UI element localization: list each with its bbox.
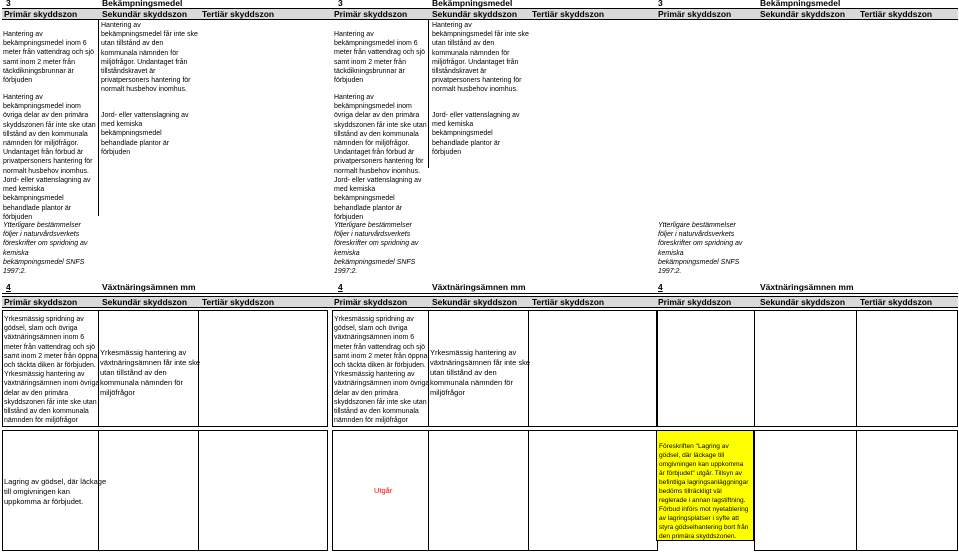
s3-sekundar-text-a: Hantering av bekämpningsmedel får inte ske utan tillstånd av den kommunala nämnden för miljöfrågor. Undantaget från tillståndskravet är privatpersoners hantering för normalt husbehov inomhus. xyxy=(101,22,198,94)
s3-ytterligare-c: Ytterligare bestämmelser följer i naturvårdsverkets föreskrifter om spridning av kemiska bekämpningsmedel SNFS 1997:2. xyxy=(658,222,743,276)
header-sekundar: Sekundär skyddszon xyxy=(432,9,518,19)
s3-primar-text-b3: Jord- eller vattenslagning av med kemiska bekämpningsmedel behandlade plantor är förbjuden xyxy=(334,177,422,221)
s4-primar-text-b: Yrkesmässig spridning av gödsel, slam och övriga växtnäringsämnen inom 6 meter från vattendrag och sjö samt inom 2 meter från öppna och täckta diken är förbjuden. Yrkesmässig hantering av växtnäringsämnen inom övriga delar av den primära skyddszonen får inte ske utan tillstånd av den kommunala nämnden för miljöfrågor xyxy=(334,316,430,425)
s4-sekundar-text-a: Yrkesmässig hantering av växtnäringsämnen får inte ske utan tillstånd av den kommunala nämnden för miljöfrågor xyxy=(100,348,201,397)
header-primar: Primär skyddszon xyxy=(334,9,408,19)
s3-sekundar-text-a2: Jord- eller vattenslagning av med kemiska bekämpningsmedel behandlade plantor är förbjuden xyxy=(101,112,189,156)
s4-yellow-note-text: Föreskriften "Lagring av gödsel, där läckage till omgivningen kan uppkomma är förbjudet" utgår. Tillsyn av befintliga lagringsanläggningar bedöms tillräckligt väl reglerade i annan lagstiftning. Förbud införs mot nyetablering av lagringsplatser i syfte att styra gödselhantering bort från den primära skyddszonen. xyxy=(659,443,749,540)
header-sekundar: Sekundär skyddszon xyxy=(760,9,846,19)
s4-sekundar-text-b: Yrkesmässig hantering av växtnäringsämnen får inte ske utan tillstånd av den kommunala nämnden för miljöfrågor xyxy=(430,348,531,397)
s4-row1-divider-c2 xyxy=(856,310,857,427)
section-3-title-b: Bekämpningsmedel xyxy=(432,0,513,8)
section-3-title-c: Bekämpningsmedel xyxy=(760,0,841,8)
section-4-title-c: Växtnäringsämnen mm xyxy=(760,282,854,292)
header-sekundar: Sekundär skyddszon xyxy=(432,297,518,307)
s3-primar-text-b2: Hantering av bekämpningsmedel inom övriga delar av den primära skyddszonen får inte ske utan tillstånd av den kommunala nämnden för miljöfrågor. Undantaget från förbud är privatpersoners hantering för normalt husbehov inomhus. xyxy=(334,94,427,175)
header-tertiar: Tertiär skyddszon xyxy=(532,9,605,19)
s4-primar-text-a: Yrkesmässig spridning av gödsel, slam och övriga växtnäringsämnen inom 6 meter från vattendrag och sjö samt inom 2 meter från öppna och täckta diken är förbjuden. Yrkesmässig hantering av växtnäringsämnen inom övriga delar av den primära skyddszonen får inte ske utan tillstånd av den kommunala nämnden för miljöfrågor xyxy=(4,316,100,425)
section-4-title-b: Växtnäringsämnen mm xyxy=(432,282,526,292)
section-4-number-c: 4 xyxy=(658,282,663,292)
s3-sekundar-text-b2: Jord- eller vattenslagning av med kemiska bekämpningsmedel behandlade plantor är förbjuden xyxy=(432,112,520,156)
header-tertiar: Tertiär skyddszon xyxy=(202,297,275,307)
header-tertiar: Tertiär skyddszon xyxy=(860,9,933,19)
s4-lagring-text: Lagring av gödsel, där läckage till omgivningen kan uppkomma är förbjudet. xyxy=(4,477,107,506)
section-4-number-b: 4 xyxy=(338,282,343,292)
s4-row1-divider-c xyxy=(754,310,755,427)
s4-row2-divider-b2 xyxy=(528,430,529,551)
section-3-column-divider xyxy=(98,20,99,216)
header-sekundar: Sekundär skyddszon xyxy=(760,297,846,307)
section-3-number-c: 3 xyxy=(658,0,663,8)
header-tertiar: Tertiär skyddszon xyxy=(202,9,275,19)
s4-row2-divider-a2 xyxy=(198,430,199,551)
section-4-number-a: 4 xyxy=(6,282,11,292)
section-3-column-divider xyxy=(428,20,429,168)
header-tertiar: Tertiär skyddszon xyxy=(860,297,933,307)
s3-sekundar-text-b: Hantering av bekämpningsmedel får inte ske utan tillstånd av den kommunala nämnden för miljöfrågor. Undantaget från tillståndskravet är privatpersoners hantering för normalt husbehov inomhus. xyxy=(432,22,529,94)
s4-utgar-text: Utgår xyxy=(374,486,393,495)
header-tertiar: Tertiär skyddszon xyxy=(532,297,605,307)
header-primar: Primär skyddszon xyxy=(334,297,408,307)
s3-primar-text-a2: Hantering av bekämpningsmedel inom övriga delar av den primära skyddszonen får inte ske utan tillstånd av den kommunala nämnden för miljöfrågor. Undantaget från förbud är privatpersoners hantering för normalt husbehov inomhus. xyxy=(3,94,96,175)
header-primar: Primär skyddszon xyxy=(4,9,78,19)
s3-ytterligare-b: Ytterligare bestämmelser följer i naturvårdsverkets föreskrifter om spridning av kemiska bekämpningsmedel SNFS 1997:2. xyxy=(334,222,419,276)
header-primar: Primär skyddszon xyxy=(658,9,732,19)
section-3-title-a: Bekämpningsmedel xyxy=(102,0,183,8)
s3-primar-text-b: Hantering av bekämpningsmedel inom 6 meter från vattendrag och sjö samt inom 2 meter från täckdikningsbrunnar är förbjuden xyxy=(334,31,426,85)
header-primar: Primär skyddszon xyxy=(658,297,732,307)
s4-row1-box-c xyxy=(656,310,958,427)
section-4-title-a: Växtnäringsämnen mm xyxy=(102,282,196,292)
section-4-top-rule xyxy=(2,293,958,294)
s3-ytterligare-a: Ytterligare bestämmelser följer i naturvårdsverkets föreskrifter om spridning av kemiska bekämpningsmedel SNFS 1997:2. xyxy=(3,222,88,276)
section-3-number-b: 3 xyxy=(338,0,343,8)
header-sekundar: Sekundär skyddszon xyxy=(102,297,188,307)
s4-row2-divider-b xyxy=(428,430,429,551)
s4-row2-divider-c2 xyxy=(856,430,857,551)
s3-primar-text-a: Hantering av bekämpningsmedel inom 6 meter från vattendrag och sjö samt inom 2 meter från täckdikningsbrunnar är förbjuden xyxy=(3,31,95,85)
section-3-number-a: 3 xyxy=(6,0,11,8)
header-sekundar: Sekundär skyddszon xyxy=(102,9,188,19)
s3-primar-text-a3: Jord- eller vattenslagning av med kemiska bekämpningsmedel behandlade plantor är förbjuden xyxy=(3,177,91,221)
header-primar: Primär skyddszon xyxy=(4,297,78,307)
